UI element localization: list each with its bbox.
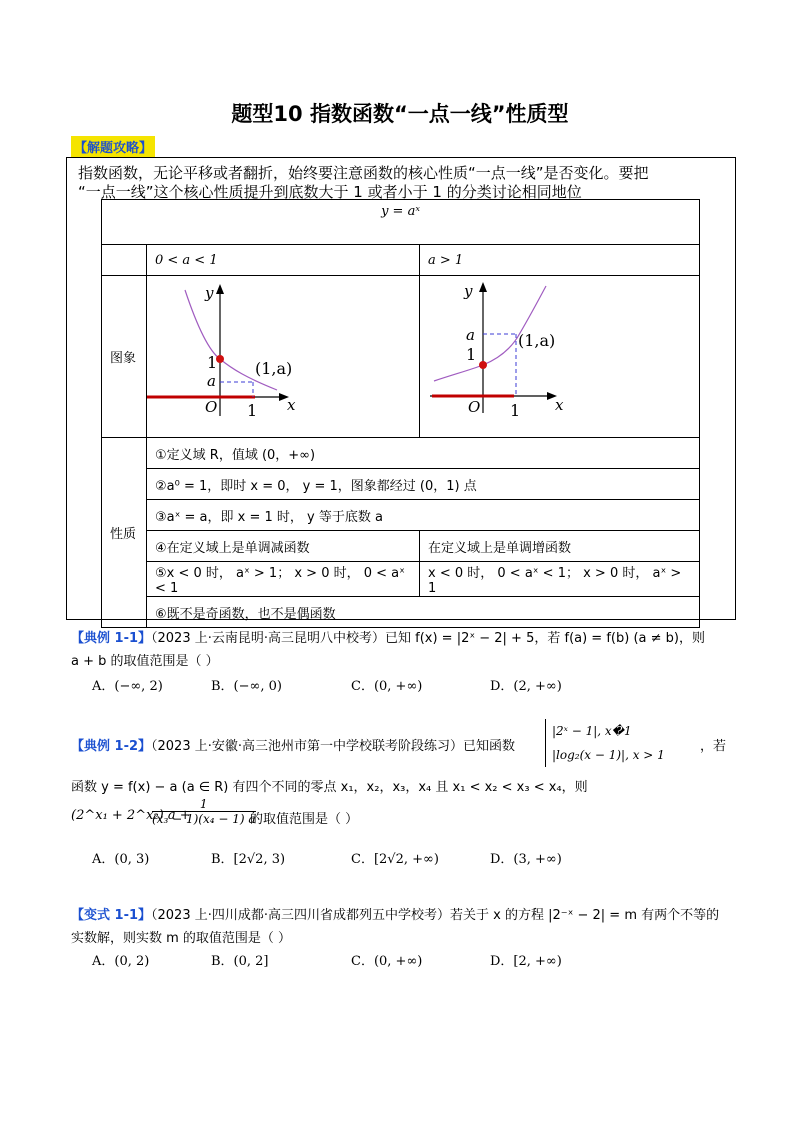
property-2: ②a⁰ = 1，即时 x = 0， y = 1，图象都经过 (0，1) 点 bbox=[147, 469, 700, 500]
example-1-2-fraction: 1 (x₃ − 1)(x₄ − 1) a bbox=[152, 797, 256, 826]
property-table bbox=[101, 199, 700, 628]
example-1-1-option-a: A．(−∞, 2) bbox=[92, 679, 163, 694]
graph-right-cell bbox=[420, 276, 700, 438]
property-5-right: x < 0 时， 0 < aˣ < 1； x > 0 时， aˣ > 1 bbox=[420, 562, 700, 597]
example-1-2-line-3: (2^x₁ + 2^x₂) a + bbox=[71, 808, 191, 823]
left-one-y: 1 bbox=[207, 353, 218, 372]
variant-1-1-option-a: A．(0, 2) bbox=[92, 954, 150, 969]
example-1-2-option-c: C．[2√2, +∞) bbox=[351, 852, 439, 867]
example-1-1-option-d: D．(2, +∞) bbox=[490, 679, 562, 694]
col-header-left: 0 < a < 1 bbox=[147, 245, 420, 276]
left-y-label: y bbox=[205, 284, 214, 302]
piecewise-function: |2ˣ − 1|, x�1 |log₂(x − 1)|, x > 1 bbox=[545, 719, 665, 767]
left-x-label: x bbox=[287, 396, 296, 414]
variant-1-1-option-b: B．(0, 2] bbox=[211, 954, 269, 969]
intro-line-2: “一点一线”这个核心性质提升到底数大于 1 或者小于 1 的分类讨论相同地位 bbox=[78, 183, 582, 201]
example-1-2-option-d: D．(3, +∞) bbox=[490, 852, 562, 867]
left-a-label: a bbox=[207, 372, 216, 390]
right-one-x: 1 bbox=[510, 401, 521, 420]
col-header-right: a > 1 bbox=[420, 245, 700, 276]
example-1-2-line-3-tail: 的取值范围是（ ） bbox=[250, 812, 359, 827]
property-4-left: ④在定义域上是单调减函数 bbox=[147, 531, 420, 562]
right-origin-label: O bbox=[468, 398, 481, 416]
right-point-label: (1,a) bbox=[518, 331, 556, 350]
graph-left-cell bbox=[147, 276, 420, 438]
right-y-label: y bbox=[464, 282, 473, 300]
right-one-y: 1 bbox=[466, 345, 477, 364]
intro-line-1: 指数函数，无论平移或者翻折，始终要注意函数的核心性质“一点一线”是否变化。要把 bbox=[78, 164, 649, 182]
graph-row-label: 图象 bbox=[102, 276, 147, 438]
example-1-2-tail: ，若 bbox=[700, 739, 727, 754]
variant-1-1-line-1: 【变式 1-1】（2023 上·四川成都·高三四川省成都列五中学校考）若关于 x 的方程 |2⁻ˣ − 2| = m 有两个不等的 bbox=[71, 908, 720, 923]
property-4-right: 在定义域上是单调增函数 bbox=[420, 531, 700, 562]
example-1-2-option-b: B．[2√2, 3) bbox=[211, 852, 286, 867]
example-1-1-option-b: B．(−∞, 0) bbox=[211, 679, 282, 694]
example-1-2-option-a: A．(0, 3) bbox=[92, 852, 150, 867]
example-1-2-label: 【典例 1-2】 bbox=[71, 739, 152, 754]
left-one-x: 1 bbox=[247, 401, 258, 420]
property-1: ①定义域 R，值域 (0，+∞) bbox=[147, 438, 700, 469]
right-a-label: a bbox=[466, 326, 475, 344]
table-header: y = aˣ bbox=[102, 200, 700, 245]
property-5-left: ⑤x < 0 时， aˣ > 1； x > 0 时， 0 < aˣ < 1 bbox=[147, 562, 420, 597]
left-origin-label: O bbox=[205, 398, 218, 416]
example-1-2-line-1: 【典例 1-2】（2023 上·安徽·高三池州市第一中学校联考阶段练习）已知函数 bbox=[71, 739, 515, 754]
example-1-1-option-c: C．(0, +∞) bbox=[351, 679, 423, 694]
example-1-1-line-1: 【典例 1-1】（2023 上·云南昆明·高三昆明八中校考）已知 f(x) = |2ˣ − 2| + 5，若 f(a) = f(b) (a ≠ b)，则 bbox=[71, 631, 705, 646]
increasing-exponential-graph bbox=[420, 276, 698, 433]
example-1-1-line-2: a + b 的取值范围是（ ） bbox=[71, 654, 219, 669]
property-6: ⑥既不是奇函数，也不是偶函数 bbox=[147, 597, 700, 628]
page-title: 题型10 指数函数“一点一线”性质型 bbox=[231, 102, 569, 126]
variant-1-1-line-2: 实数解，则实数 m 的取值范围是（ ） bbox=[71, 931, 292, 946]
example-1-1-label: 【典例 1-1】 bbox=[71, 631, 152, 646]
variant-1-1-option-d: D．[2, +∞) bbox=[490, 954, 562, 969]
example-1-2-line-2: 函数 y = f(x) − a (a ∈ R) 有四个不同的零点 x₁，x₂，x₃，x₄ 且 x₁ < x₂ < x₃ < x₄，则 bbox=[71, 780, 588, 795]
variant-1-1-label: 【变式 1-1】 bbox=[71, 908, 152, 923]
left-point-label: (1,a) bbox=[255, 359, 293, 378]
props-row-label: 性质 bbox=[102, 438, 147, 628]
property-3: ③aˣ = a，即 x = 1 时， y 等于底数 a bbox=[147, 500, 700, 531]
strategy-tag: 【解题攻略】 bbox=[71, 136, 155, 157]
variant-1-1-option-c: C．(0, +∞) bbox=[351, 954, 423, 969]
right-x-label: x bbox=[555, 396, 564, 414]
decreasing-exponential-graph bbox=[147, 276, 419, 433]
